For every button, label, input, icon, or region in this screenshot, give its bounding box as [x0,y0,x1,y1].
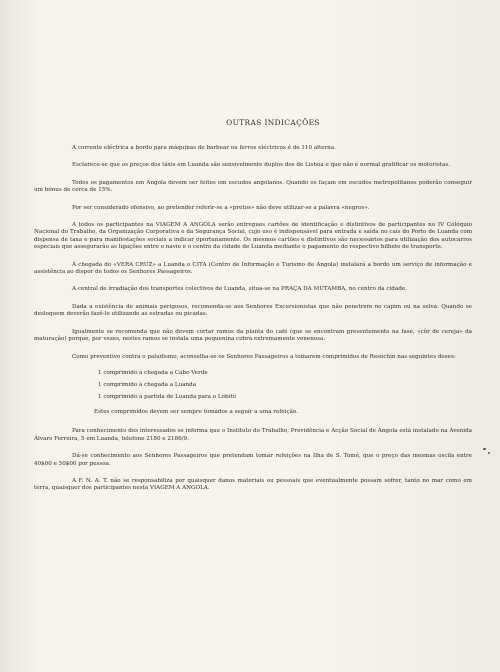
paragraph-electricity: A corrente eléctrica a bordo para máquinas de barbear ou ferros eléctricos é de 110 alterna. [72,145,336,151]
paragraph-taxis: Esclarece-se que os preços dos táxis em Luanda são sensivelmente duplos dos de Lisboa e que não é normal gratificar os motoristas. [72,162,451,169]
scan-speck [488,452,490,454]
paragraph-malaria: Como preventivo contra o paludismo, aconselha-se os Senhores Passageiros a tomarem comprimidos de Resochin nas seguintes doses: [72,353,456,360]
paragraph-sao-tome-meals: Dá-se conhecimento aos Senhores Passageiros que pretendam tomar refeições na Ilha de S. Tomé, que o preço das mesmas oscila entre 40$00 e 50$00 por pessoa. [34,453,472,467]
paragraph-cita-arrival: À chegada do «VERA CRUZ» a Luanda o CITA (Centro de Informação e Turismo de Angola) instalará a bordo um serviço de informação e assistência ao dispor de todos os Senhores Passageiros. [34,261,472,276]
doses-note: Estes comprimidos devem ser sempre tomados a seguir a uma refeição. [94,408,298,415]
paragraph-identification-cards: A todos os participantes na VIAGEM A ANGOLA serão entregues cartões de identificação e distintivos de participantes no IV Colóquio Nacional do Trabalho, da Organização Corporativa e da Segurança Social, cujo uso é indispensável para entrada e saída no cais do Porto de Luanda com dispensa de taxa e para manifestações sociais a indicar oportunamente. Os mesmos cartões e distintivos são necessários para utilização dos autocarros especiais que assegurarão as ligações entre o navio e o centro da cidade de Luanda mediante o pagamento do respectivo bilhete de transporte. [34,222,472,251]
page-title: OUTRAS INDICAÇÕES [226,118,320,127]
paragraph-institute-address: Para conhecimento dos interessados se informa que o Instituto do Trabalho, Previdência e Acção Social de Angola está instalado na Avenida Álvaro Ferreira, 5 em Luanda, telefone 2180 e 2186/9. [34,428,472,442]
dose-item: 1 comprimido à partida de Luanda para o Lobito [98,393,236,400]
dose-list [98,367,472,403]
dose-item: 1 comprimido à chegada a Cabo Verde [98,369,208,376]
dose-item: 1 comprimido à chegada a Luanda [98,381,197,388]
scan-speck [483,448,486,450]
paragraph-animals-warning: Dada a existência de animais perigosos, recomenda-se aos Senhores Excursionistas que não penetrem no capim ou na selva. Quando se desloquem deverão fazê-lo utilizando as estradas ou picadas. [34,303,472,318]
paragraph-payments: Todos os pagamentos em Angola devem ser feitos em escudos angolanos. Quando os façam em escudos metropolitanos poderão conseguir um bónus de cerca de 15%. [34,179,472,194]
paragraph-fnat-liability: A F. N. A. T. não se responsabiliza por quaisquer danos materiais ou pessoais que eventualmente possam sofrer, tanto no mar como em terra, quaisquer dos participantes nesta VIAGEM A ANGOLA. [34,477,472,492]
paragraph-transport-hub: A central de irradiação dos transportes colectivos de Luanda, situa-se na PRAÇA DA MUTAMBA, no centro da cidade. [72,286,407,293]
paragraph-terminology: Por ser considerado ofensivo, ao pretender referir-se a «pretos» não deve utilizar-se a palavra «negros». [72,204,370,211]
paragraph-coffee-snake-warning: Igualmente se recomenda que não devem cortar ramos da planta do café (que se encontram presentemente na fase, «côr de cereja» da maturação) porque, por vezes, nestes ramos se instala uma pequenina cobra extremamente venenosa. [34,328,472,343]
